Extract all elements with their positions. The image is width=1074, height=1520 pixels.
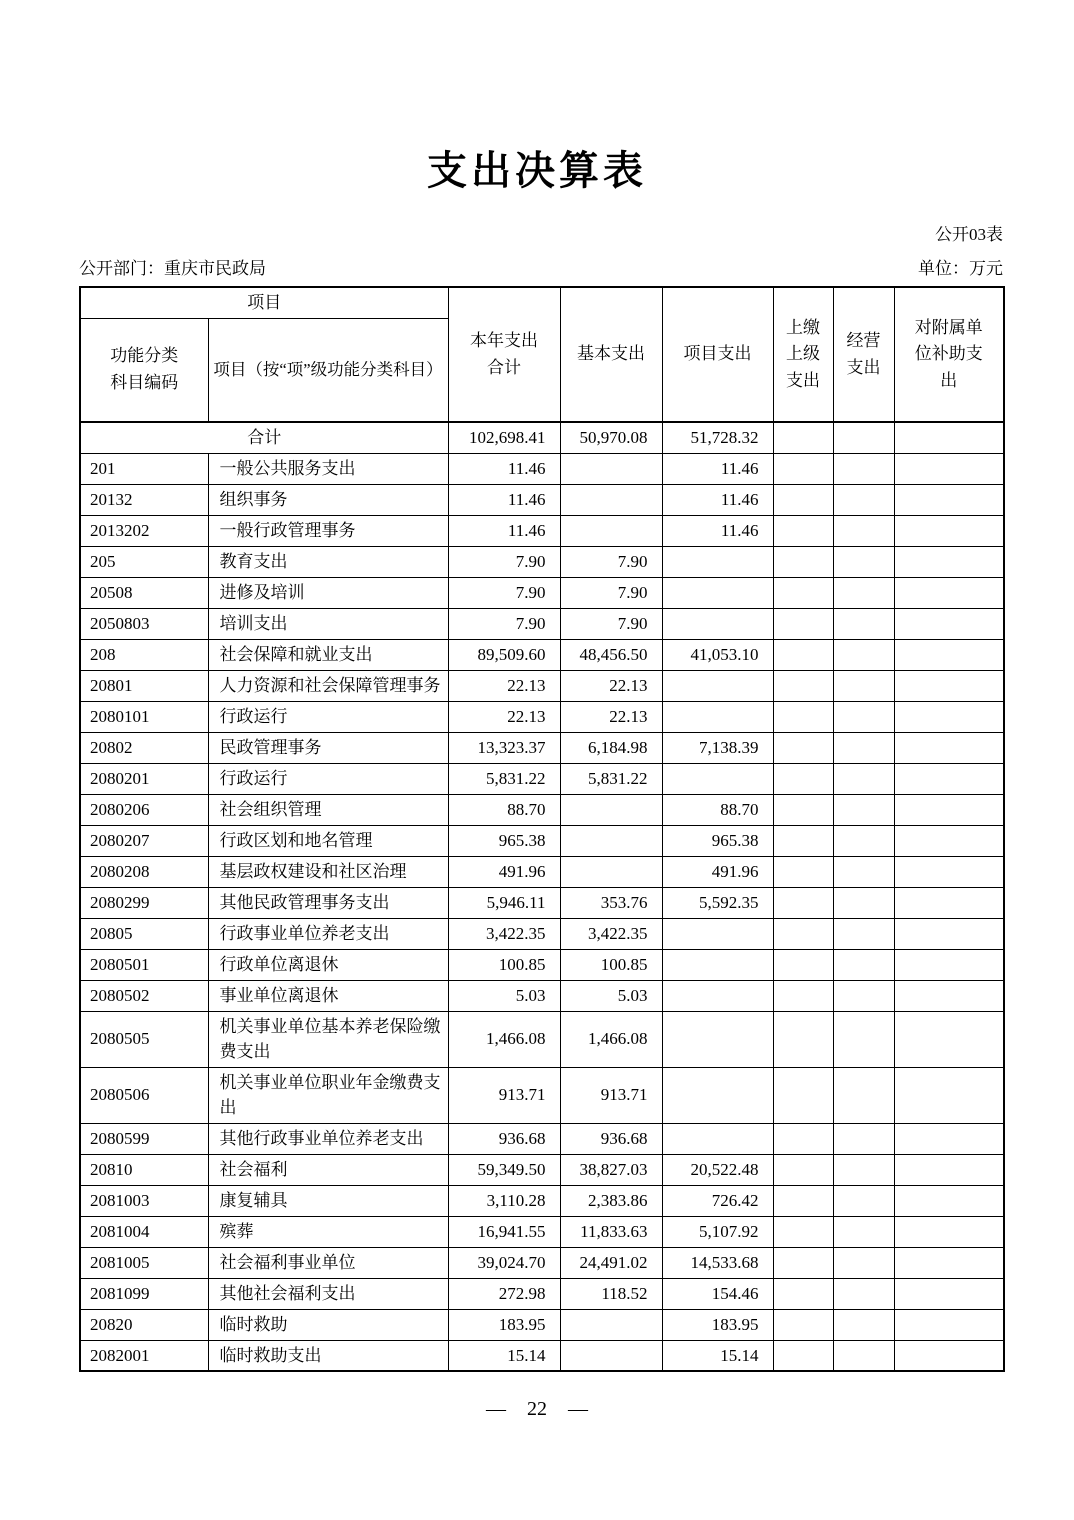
cell-amount-total: 16,941.55 (448, 1216, 560, 1247)
page-title: 支出决算表 (427, 148, 647, 193)
cell-amount-basic: 5,831.22 (560, 763, 662, 794)
cell-amount-project: 41,053.10 (662, 639, 773, 670)
cell-amount-project: 11.46 (662, 515, 773, 546)
total-amount-upper (773, 422, 833, 453)
table-row (80, 794, 1004, 825)
cell-amount-subsidy (894, 825, 1004, 856)
cell-amount-total: 22.13 (448, 670, 560, 701)
cell-amount-subsidy (894, 453, 1004, 484)
total-amount-total: 102,698.41 (448, 422, 560, 453)
total-row-label: 合计 (80, 422, 448, 453)
cell-function-code: 2080201 (80, 763, 208, 794)
table-row (80, 980, 1004, 1011)
cell-item-name: 社会保障和就业支出 (208, 639, 448, 670)
cell-amount-upper (773, 1154, 833, 1185)
cell-item-name: 机关事业单位基本养老保险缴费支出 (208, 1011, 448, 1067)
header-function-code: 功能分类科目编码 (80, 318, 208, 422)
cell-amount-basic (560, 515, 662, 546)
cell-item-name: 行政运行 (208, 763, 448, 794)
cell-amount-operating (833, 1067, 894, 1123)
cell-function-code: 2080101 (80, 701, 208, 732)
cell-amount-upper (773, 1185, 833, 1216)
cell-amount-total: 5,946.11 (448, 887, 560, 918)
cell-function-code: 20820 (80, 1309, 208, 1340)
cell-amount-basic (560, 1340, 662, 1371)
table-row (80, 1011, 1004, 1067)
cell-amount-operating (833, 1123, 894, 1154)
cell-function-code: 2080207 (80, 825, 208, 856)
cell-amount-project: 14,533.68 (662, 1247, 773, 1278)
cell-amount-upper (773, 794, 833, 825)
total-amount-subsidy (894, 422, 1004, 453)
expenditure-table (79, 286, 1005, 1372)
cell-amount-upper (773, 670, 833, 701)
cell-amount-basic: 6,184.98 (560, 732, 662, 763)
cell-amount-total: 13,323.37 (448, 732, 560, 763)
cell-amount-upper (773, 887, 833, 918)
cell-amount-upper (773, 453, 833, 484)
cell-function-code: 20132 (80, 484, 208, 515)
cell-amount-basic: 913.71 (560, 1067, 662, 1123)
header-basic-expense: 基本支出 (560, 287, 662, 422)
cell-amount-basic (560, 856, 662, 887)
header-item-name: 项目（按“项”级功能分类科目） (208, 318, 448, 422)
cell-amount-subsidy (894, 980, 1004, 1011)
cell-amount-basic: 7.90 (560, 546, 662, 577)
table-row (80, 577, 1004, 608)
cell-amount-subsidy (894, 763, 1004, 794)
cell-amount-project: 154.46 (662, 1278, 773, 1309)
cell-amount-upper (773, 763, 833, 794)
total-amount-project: 51,728.32 (662, 422, 773, 453)
cell-amount-total: 3,422.35 (448, 918, 560, 949)
header-group-item: 项目 (80, 287, 448, 318)
cell-amount-project (662, 546, 773, 577)
cell-amount-subsidy (894, 887, 1004, 918)
cell-function-code: 2013202 (80, 515, 208, 546)
cell-amount-total: 7.90 (448, 577, 560, 608)
cell-amount-total: 936.68 (448, 1123, 560, 1154)
department-label: 公开部门：重庆市民政局 (79, 259, 266, 278)
cell-amount-upper (773, 639, 833, 670)
cell-amount-total: 491.96 (448, 856, 560, 887)
cell-amount-project: 15.14 (662, 1340, 773, 1371)
cell-amount-basic (560, 825, 662, 856)
cell-amount-operating (833, 825, 894, 856)
cell-amount-project: 11.46 (662, 484, 773, 515)
cell-function-code: 201 (80, 453, 208, 484)
cell-amount-total: 22.13 (448, 701, 560, 732)
cell-item-name: 行政运行 (208, 701, 448, 732)
total-amount-operating (833, 422, 894, 453)
table-row (80, 1309, 1004, 1340)
cell-amount-upper (773, 856, 833, 887)
table-row (80, 670, 1004, 701)
table-row (80, 1247, 1004, 1278)
cell-item-name: 行政单位离退休 (208, 949, 448, 980)
cell-amount-upper (773, 980, 833, 1011)
cell-amount-upper (773, 825, 833, 856)
cell-amount-operating (833, 1185, 894, 1216)
cell-amount-total: 39,024.70 (448, 1247, 560, 1278)
cell-item-name: 一般行政管理事务 (208, 515, 448, 546)
cell-amount-operating (833, 608, 894, 639)
table-row (80, 515, 1004, 546)
cell-amount-subsidy (894, 918, 1004, 949)
cell-amount-subsidy (894, 639, 1004, 670)
cell-amount-basic (560, 453, 662, 484)
cell-amount-subsidy (894, 856, 1004, 887)
cell-function-code: 2080208 (80, 856, 208, 887)
table-row (80, 453, 1004, 484)
cell-amount-project: 11.46 (662, 453, 773, 484)
cell-amount-operating (833, 1247, 894, 1278)
cell-function-code: 20805 (80, 918, 208, 949)
cell-amount-project (662, 949, 773, 980)
cell-amount-basic: 22.13 (560, 670, 662, 701)
cell-amount-total: 272.98 (448, 1278, 560, 1309)
cell-item-name: 教育支出 (208, 546, 448, 577)
cell-function-code: 2080299 (80, 887, 208, 918)
cell-amount-subsidy (894, 1123, 1004, 1154)
cell-item-name: 组织事务 (208, 484, 448, 515)
total-amount-basic: 50,970.08 (560, 422, 662, 453)
cell-amount-total: 11.46 (448, 453, 560, 484)
table-row (80, 639, 1004, 670)
cell-amount-upper (773, 701, 833, 732)
table-row (80, 1123, 1004, 1154)
cell-amount-subsidy (894, 608, 1004, 639)
cell-amount-project (662, 670, 773, 701)
cell-amount-total: 89,509.60 (448, 639, 560, 670)
table-row (80, 763, 1004, 794)
cell-function-code: 2081099 (80, 1278, 208, 1309)
table-row (80, 1067, 1004, 1123)
cell-amount-operating (833, 484, 894, 515)
cell-amount-operating (833, 639, 894, 670)
cell-function-code: 20802 (80, 732, 208, 763)
cell-function-code: 20508 (80, 577, 208, 608)
cell-amount-basic: 100.85 (560, 949, 662, 980)
cell-amount-total: 183.95 (448, 1309, 560, 1340)
cell-amount-upper (773, 546, 833, 577)
cell-amount-subsidy (894, 670, 1004, 701)
cell-amount-subsidy (894, 1011, 1004, 1067)
cell-amount-project: 726.42 (662, 1185, 773, 1216)
cell-amount-project (662, 918, 773, 949)
cell-amount-total: 11.46 (448, 515, 560, 546)
cell-item-name: 进修及培训 (208, 577, 448, 608)
cell-amount-total: 88.70 (448, 794, 560, 825)
table-row (80, 1154, 1004, 1185)
cell-item-name: 社会福利 (208, 1154, 448, 1185)
cell-amount-operating (833, 1011, 894, 1067)
table-row (80, 1278, 1004, 1309)
cell-function-code: 20810 (80, 1154, 208, 1185)
cell-amount-basic (560, 1309, 662, 1340)
cell-amount-subsidy (894, 1278, 1004, 1309)
table-row (80, 1340, 1004, 1371)
cell-amount-subsidy (894, 577, 1004, 608)
cell-item-name: 行政事业单位养老支出 (208, 918, 448, 949)
cell-amount-total: 1,466.08 (448, 1011, 560, 1067)
cell-amount-subsidy (894, 732, 1004, 763)
cell-amount-project: 965.38 (662, 825, 773, 856)
header-subsidy-expense: 对附属单位补助支出 (894, 287, 1004, 422)
cell-function-code: 2080501 (80, 949, 208, 980)
cell-amount-upper (773, 1216, 833, 1247)
cell-amount-total: 965.38 (448, 825, 560, 856)
cell-amount-basic: 48,456.50 (560, 639, 662, 670)
cell-amount-project: 183.95 (662, 1309, 773, 1340)
cell-function-code: 205 (80, 546, 208, 577)
cell-amount-upper (773, 1340, 833, 1371)
cell-item-name: 临时救助支出 (208, 1340, 448, 1371)
header-project-expense: 项目支出 (662, 287, 773, 422)
cell-item-name: 人力资源和社会保障管理事务 (208, 670, 448, 701)
table-row (80, 825, 1004, 856)
cell-amount-upper (773, 1123, 833, 1154)
cell-item-name: 行政区划和地名管理 (208, 825, 448, 856)
cell-function-code: 2081005 (80, 1247, 208, 1278)
table-row (80, 1216, 1004, 1247)
cell-amount-total: 5.03 (448, 980, 560, 1011)
cell-amount-operating (833, 1340, 894, 1371)
page-number: — 22 — (486, 1398, 588, 1420)
cell-amount-total: 5,831.22 (448, 763, 560, 794)
cell-amount-basic: 2,383.86 (560, 1185, 662, 1216)
cell-amount-operating (833, 453, 894, 484)
cell-amount-basic: 11,833.63 (560, 1216, 662, 1247)
table-row (80, 608, 1004, 639)
cell-function-code: 2080506 (80, 1067, 208, 1123)
cell-amount-operating (833, 1154, 894, 1185)
sheet (79, 220, 1003, 1372)
cell-amount-operating (833, 546, 894, 577)
cell-amount-project (662, 1123, 773, 1154)
cell-amount-basic: 5.03 (560, 980, 662, 1011)
cell-amount-total: 7.90 (448, 546, 560, 577)
table-row (80, 856, 1004, 887)
cell-amount-project: 20,522.48 (662, 1154, 773, 1185)
cell-amount-upper (773, 1278, 833, 1309)
cell-amount-operating (833, 515, 894, 546)
cell-amount-operating (833, 856, 894, 887)
cell-item-name: 殡葬 (208, 1216, 448, 1247)
cell-amount-project (662, 980, 773, 1011)
cell-amount-subsidy (894, 1309, 1004, 1340)
cell-amount-operating (833, 701, 894, 732)
table-row (80, 732, 1004, 763)
header-row-group (80, 287, 1004, 318)
cell-amount-basic (560, 794, 662, 825)
cell-item-name: 事业单位离退休 (208, 980, 448, 1011)
cell-amount-upper (773, 608, 833, 639)
cell-amount-operating (833, 918, 894, 949)
cell-amount-operating (833, 577, 894, 608)
cell-amount-total: 59,349.50 (448, 1154, 560, 1185)
cell-amount-project (662, 1011, 773, 1067)
cell-amount-upper (773, 577, 833, 608)
cell-amount-upper (773, 1067, 833, 1123)
table-row (80, 949, 1004, 980)
cell-item-name: 一般公共服务支出 (208, 453, 448, 484)
cell-amount-project: 88.70 (662, 794, 773, 825)
table-body (80, 422, 1004, 1371)
cell-item-name: 民政管理事务 (208, 732, 448, 763)
cell-amount-basic: 24,491.02 (560, 1247, 662, 1278)
table-row (80, 546, 1004, 577)
cell-item-name: 康复辅具 (208, 1185, 448, 1216)
cell-amount-upper (773, 949, 833, 980)
cell-amount-subsidy (894, 1154, 1004, 1185)
cell-item-name: 社会福利事业单位 (208, 1247, 448, 1278)
cell-amount-operating (833, 1309, 894, 1340)
cell-amount-basic: 353.76 (560, 887, 662, 918)
cell-function-code: 2081004 (80, 1216, 208, 1247)
cell-item-name: 其他民政管理事务支出 (208, 887, 448, 918)
cell-amount-basic: 936.68 (560, 1123, 662, 1154)
cell-amount-subsidy (894, 484, 1004, 515)
cell-amount-upper (773, 1247, 833, 1278)
cell-amount-upper (773, 1011, 833, 1067)
cell-amount-subsidy (894, 546, 1004, 577)
cell-item-name: 临时救助 (208, 1309, 448, 1340)
cell-amount-operating (833, 980, 894, 1011)
cell-amount-basic: 118.52 (560, 1278, 662, 1309)
unit-label: 单位：万元 (918, 259, 1003, 278)
cell-item-name: 其他行政事业单位养老支出 (208, 1123, 448, 1154)
cell-amount-subsidy (894, 1185, 1004, 1216)
meta-row (79, 254, 1003, 279)
table-row (80, 887, 1004, 918)
cell-amount-upper (773, 484, 833, 515)
cell-amount-subsidy (894, 949, 1004, 980)
cell-amount-operating (833, 763, 894, 794)
cell-amount-project (662, 701, 773, 732)
cell-amount-upper (773, 1309, 833, 1340)
cell-amount-basic: 22.13 (560, 701, 662, 732)
cell-amount-project (662, 608, 773, 639)
cell-amount-upper (773, 918, 833, 949)
cell-amount-project: 491.96 (662, 856, 773, 887)
cell-amount-operating (833, 949, 894, 980)
total-row (80, 422, 1004, 453)
cell-amount-basic: 7.90 (560, 608, 662, 639)
cell-amount-basic: 38,827.03 (560, 1154, 662, 1185)
cell-amount-operating (833, 670, 894, 701)
cell-amount-total: 3,110.28 (448, 1185, 560, 1216)
cell-amount-total: 7.90 (448, 608, 560, 639)
cell-function-code: 2080505 (80, 1011, 208, 1067)
cell-amount-operating (833, 732, 894, 763)
cell-amount-operating (833, 1278, 894, 1309)
cell-function-code: 2080206 (80, 794, 208, 825)
table-row (80, 918, 1004, 949)
cell-amount-subsidy (894, 794, 1004, 825)
table-row (80, 1185, 1004, 1216)
cell-amount-operating (833, 887, 894, 918)
cell-function-code: 20801 (80, 670, 208, 701)
cell-function-code: 2050803 (80, 608, 208, 639)
table-row (80, 484, 1004, 515)
cell-amount-operating (833, 794, 894, 825)
cell-amount-operating (833, 1216, 894, 1247)
form-code-label: 公开03表 (935, 225, 1003, 244)
cell-item-name: 社会组织管理 (208, 794, 448, 825)
cell-amount-upper (773, 732, 833, 763)
table-header (80, 287, 1004, 422)
cell-amount-project: 7,138.39 (662, 732, 773, 763)
cell-item-name: 机关事业单位职业年金缴费支出 (208, 1067, 448, 1123)
cell-amount-subsidy (894, 1247, 1004, 1278)
cell-function-code: 2080502 (80, 980, 208, 1011)
cell-amount-project: 5,107.92 (662, 1216, 773, 1247)
cell-amount-subsidy (894, 515, 1004, 546)
cell-item-name: 基层政权建设和社区治理 (208, 856, 448, 887)
header-total-expense: 本年支出合计 (448, 287, 560, 422)
cell-amount-project (662, 763, 773, 794)
cell-item-name: 培训支出 (208, 608, 448, 639)
cell-amount-basic: 1,466.08 (560, 1011, 662, 1067)
header-upper-level-expense: 上缴上级支出 (773, 287, 833, 422)
cell-amount-upper (773, 515, 833, 546)
cell-amount-subsidy (894, 1216, 1004, 1247)
cell-function-code: 2081003 (80, 1185, 208, 1216)
header-operating-expense: 经营支出 (833, 287, 894, 422)
cell-amount-basic: 7.90 (560, 577, 662, 608)
cell-amount-subsidy (894, 701, 1004, 732)
cell-amount-basic: 3,422.35 (560, 918, 662, 949)
cell-amount-total: 100.85 (448, 949, 560, 980)
cell-amount-subsidy (894, 1340, 1004, 1371)
cell-amount-total: 15.14 (448, 1340, 560, 1371)
cell-amount-project: 5,592.35 (662, 887, 773, 918)
cell-amount-total: 913.71 (448, 1067, 560, 1123)
cell-amount-subsidy (894, 1067, 1004, 1123)
cell-function-code: 2082001 (80, 1340, 208, 1371)
cell-amount-basic (560, 484, 662, 515)
cell-function-code: 208 (80, 639, 208, 670)
cell-amount-total: 11.46 (448, 484, 560, 515)
cell-item-name: 其他社会福利支出 (208, 1278, 448, 1309)
cell-amount-project (662, 1067, 773, 1123)
table-row (80, 701, 1004, 732)
cell-amount-project (662, 577, 773, 608)
cell-function-code: 2080599 (80, 1123, 208, 1154)
